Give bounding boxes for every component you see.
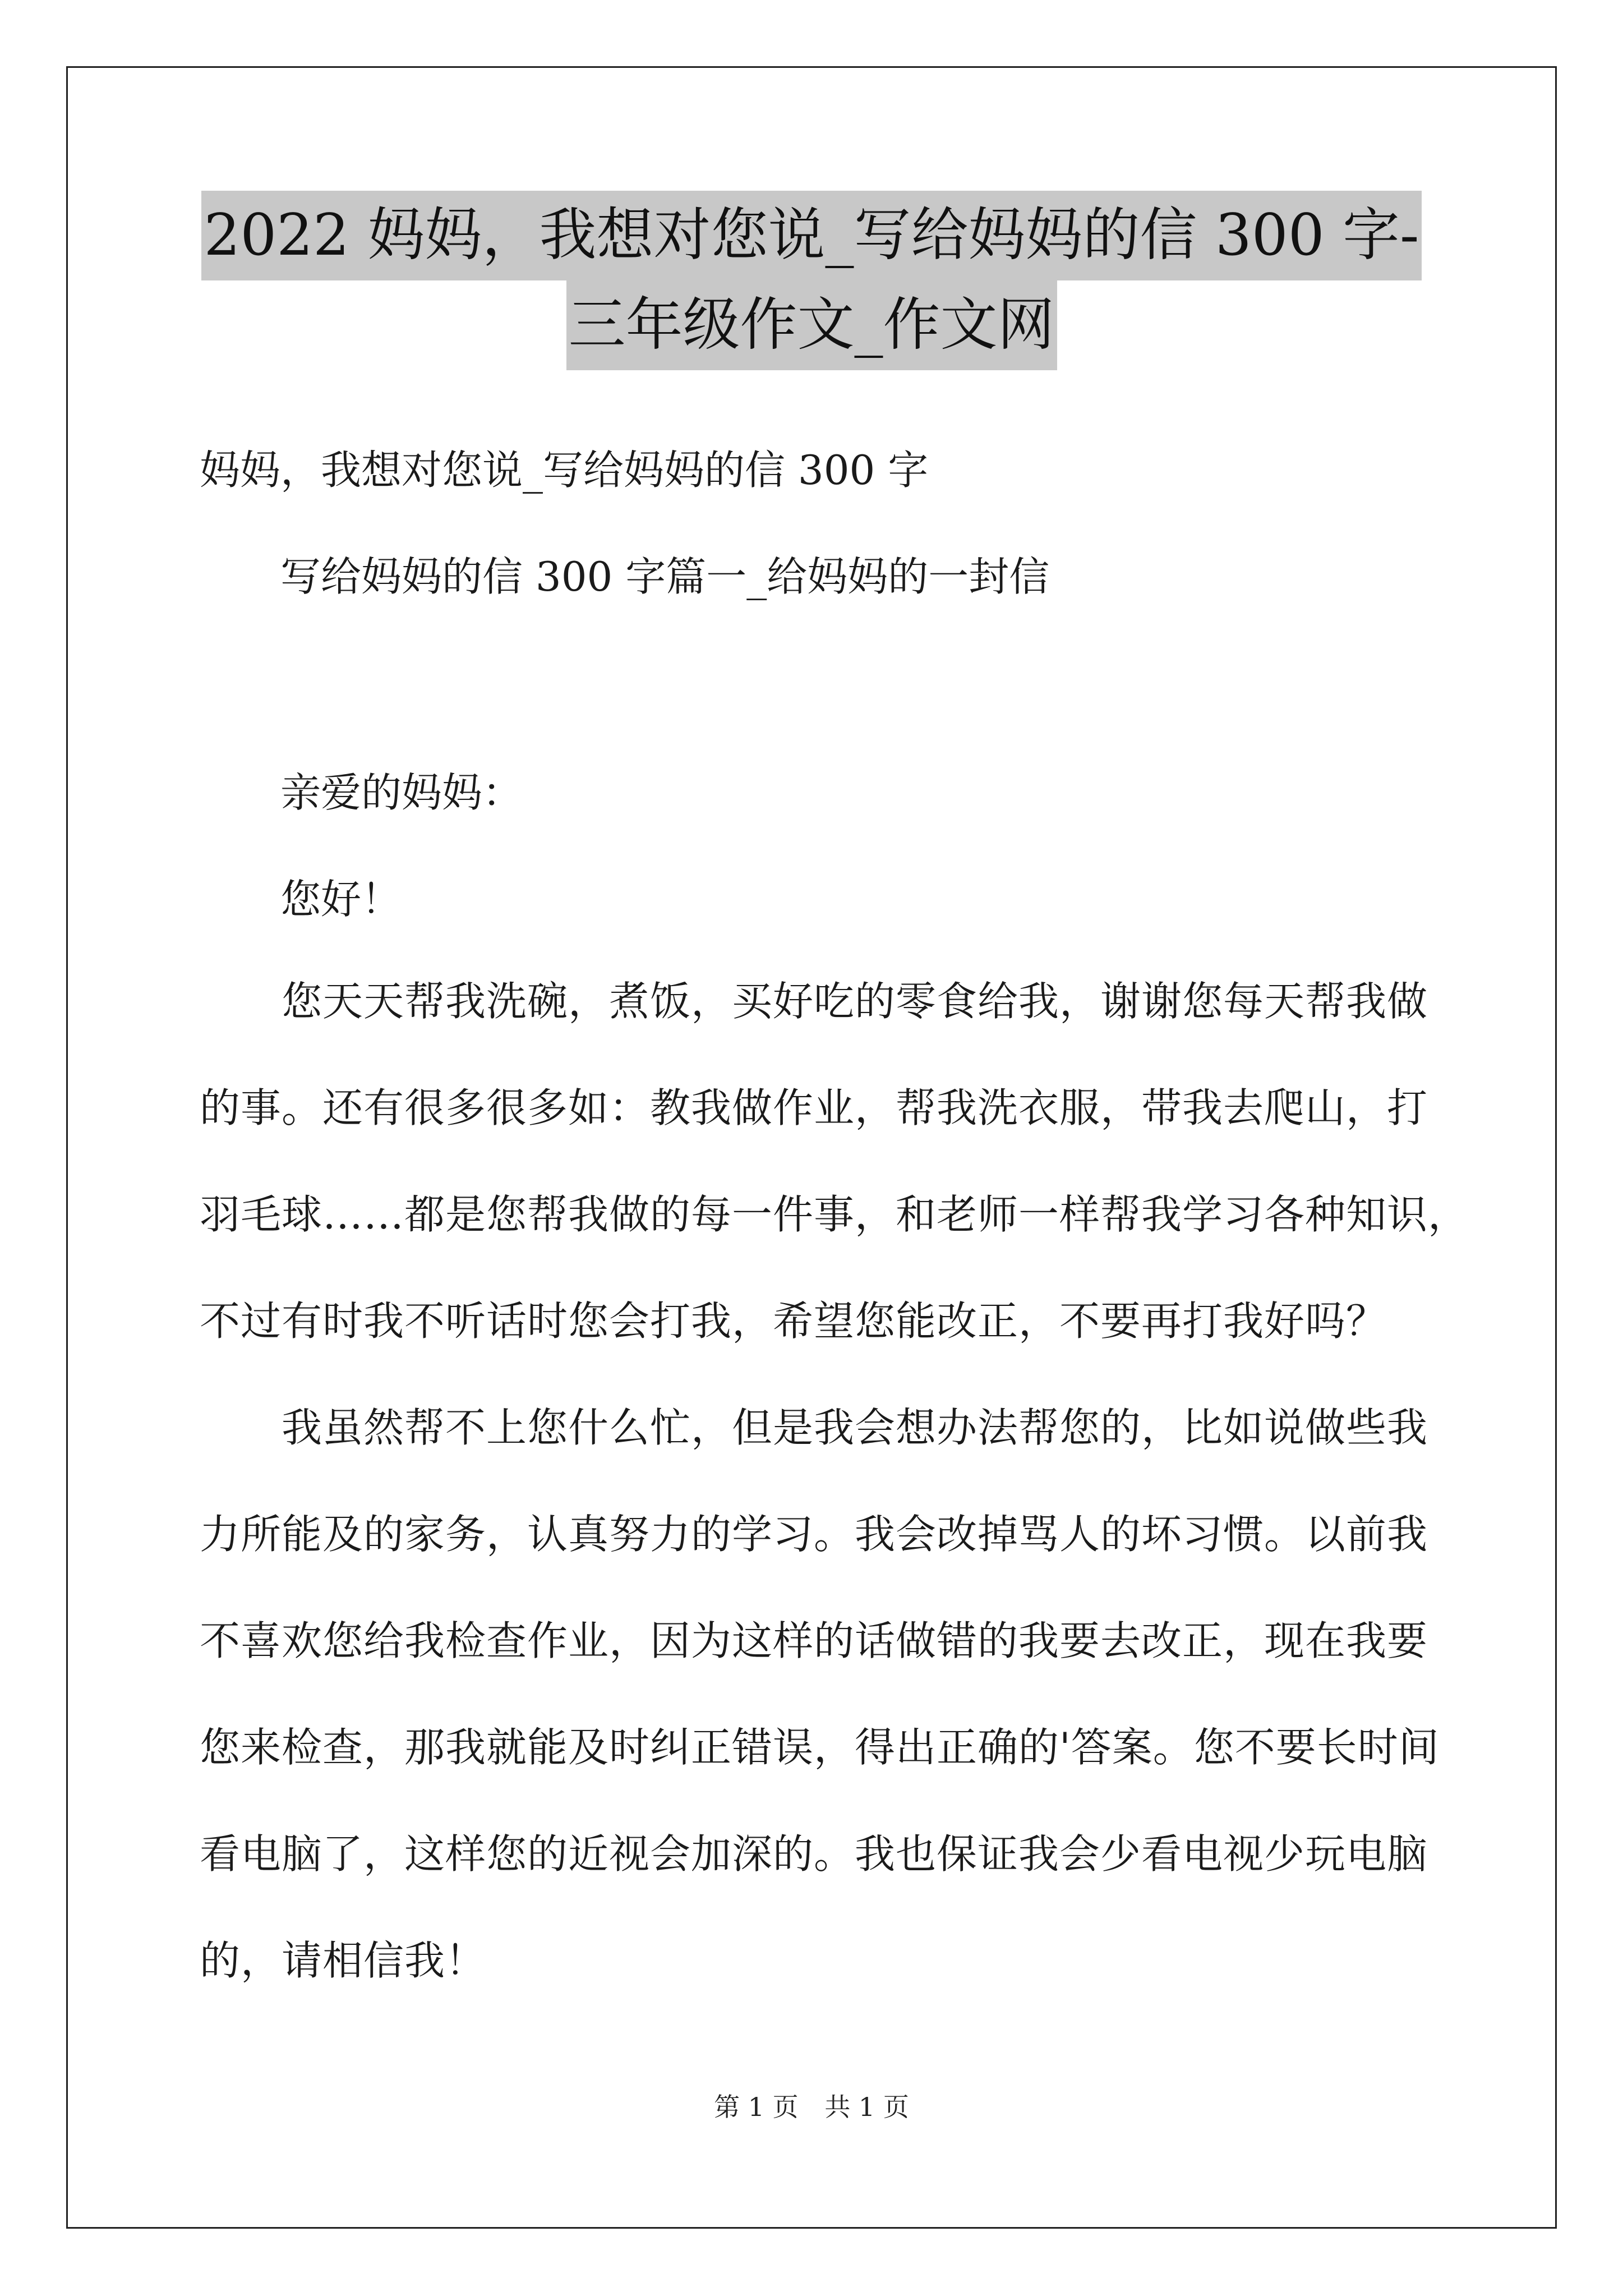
paragraph-2-line: 看电脑了，这样您的近视会加深的。我也保证我会少看电视少玩电脑	[200, 1830, 1428, 1878]
paragraph-2-line: 的，请相信我！	[200, 1937, 487, 1984]
paragraph-1	[200, 948, 1469, 1374]
paragraph-2-line: 您来检查，那我就能及时纠正错误，得出正确的'答案。您不要长时间	[200, 1724, 1440, 1771]
paragraph-1-line: 您天天帮我洗碗，煮饭，买好吃的零食给我，谢谢您每天帮我做	[200, 978, 1428, 1025]
page-footer	[0, 2087, 1623, 2124]
paragraph-2-line: 不喜欢您给我检查作业，因为这样的话做错的我要去改正，现在我要	[200, 1617, 1428, 1664]
document-title	[168, 191, 1455, 370]
paragraph-2-line: 力所能及的家务，认真努力的学习。我会改掉骂人的坏习惯。以前我	[200, 1511, 1428, 1558]
title-line-1: 2022 妈妈，我想对您说_写给妈妈的信 300 字-	[201, 191, 1421, 280]
greeting: 您好！	[280, 876, 402, 923]
subtitle: 妈妈，我想对您说_写给妈妈的信 300 字	[200, 447, 929, 494]
paragraph-2-line: 我虽然帮不上您什么忙，但是我会想办法帮您的，比如说做些我	[200, 1404, 1428, 1451]
paragraph-1-line: 羽毛球……都是您帮我做的每一件事，和老师一样帮我学习各种知识，	[200, 1191, 1469, 1238]
paragraph-2	[200, 1374, 1440, 2014]
paragraph-1-line: 的事。还有很多很多如：教我做作业，帮我洗衣服，带我去爬山，打	[200, 1084, 1428, 1131]
title-line-2: 三年级作文_作文网	[566, 280, 1057, 370]
paragraph-1-line: 不过有时我不听话时您会打我，希望您能改正，不要再打我好吗？	[200, 1297, 1387, 1345]
page-total: 共 1 页	[824, 2092, 909, 2122]
section-heading: 写给妈妈的信 300 字篇一_给妈妈的一封信	[280, 553, 1050, 600]
salutation: 亲爱的妈妈：	[280, 769, 523, 816]
page-number: 第 1 页	[714, 2092, 799, 2122]
